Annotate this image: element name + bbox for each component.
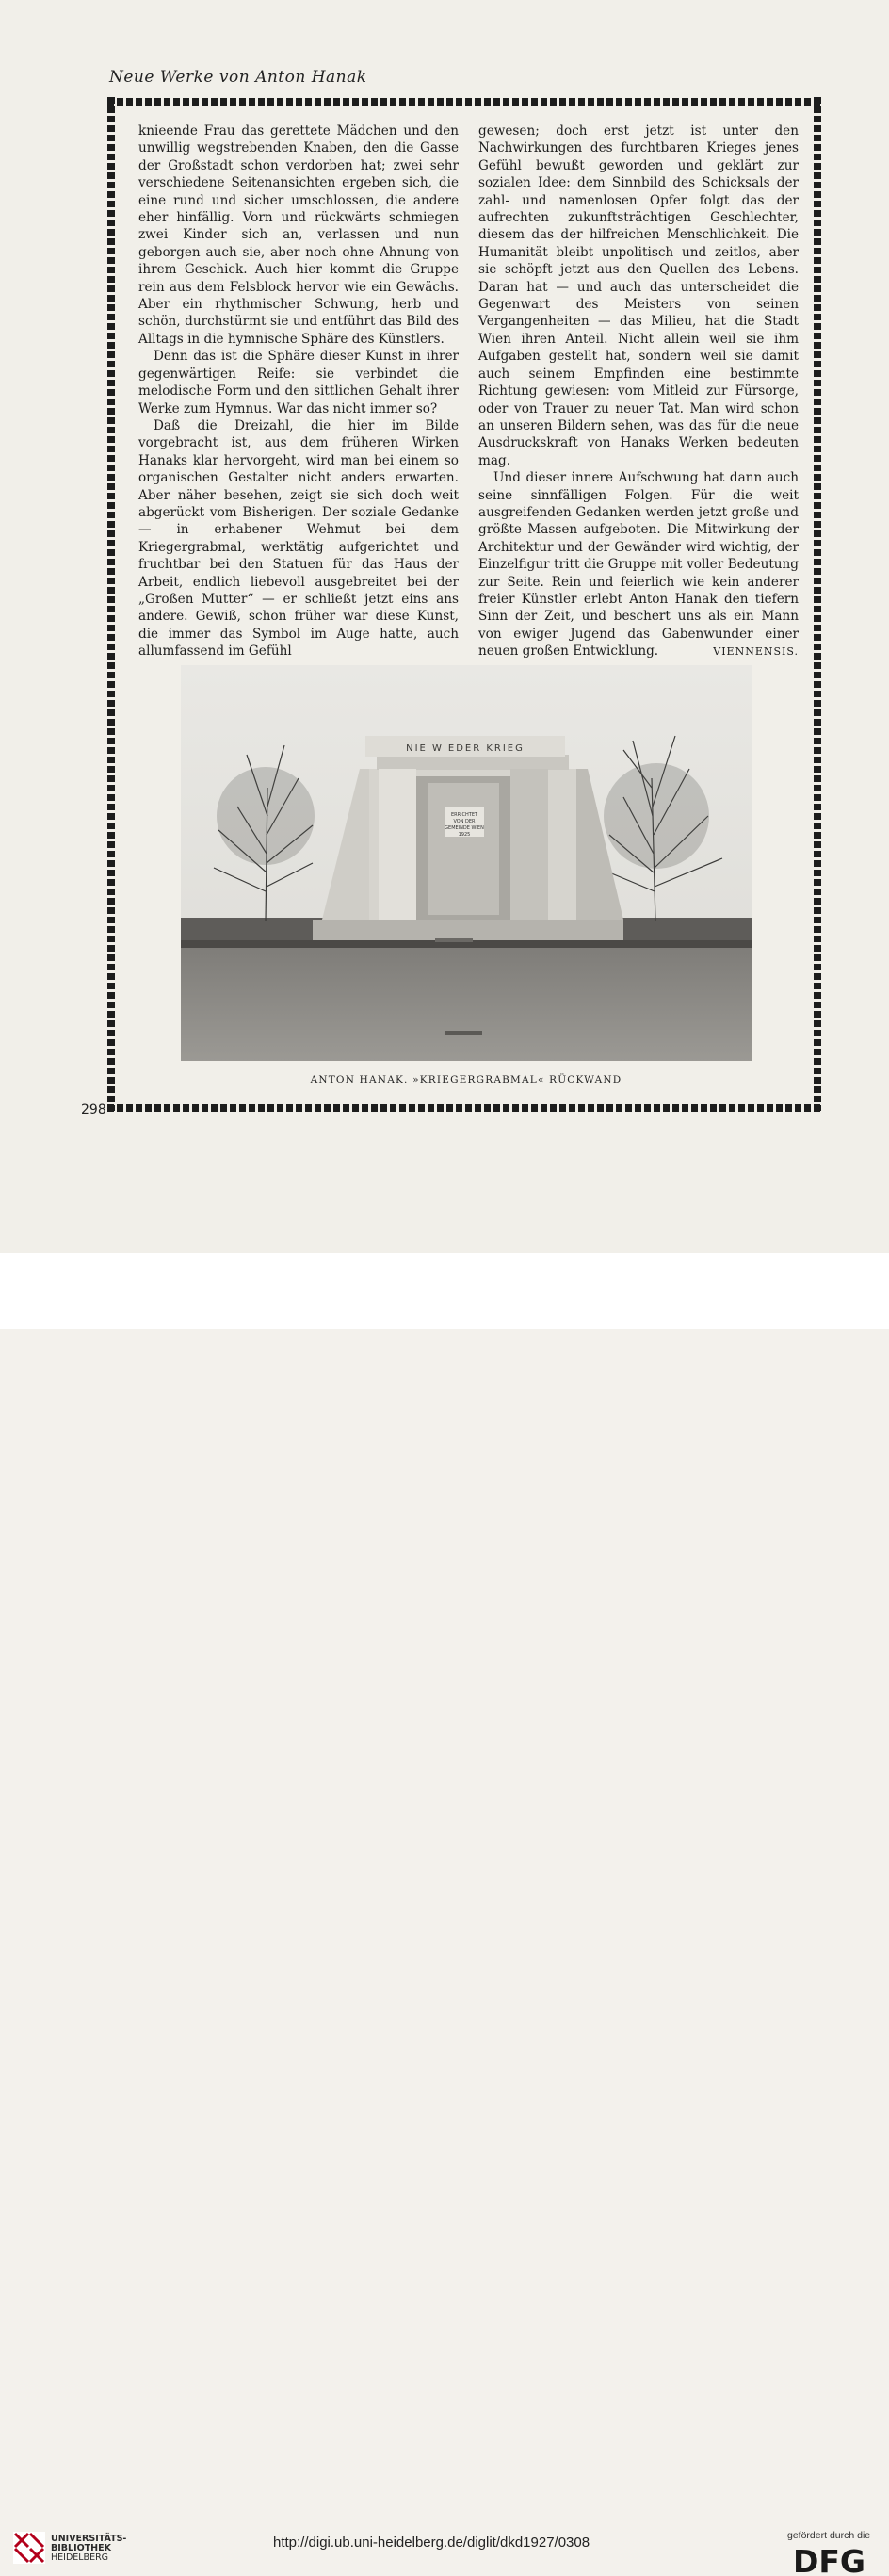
paragraph: gewesen; doch erst jetzt ist unter den Nachwirkungen des furchtbaren Krieges jenes Gefühl bewußt geworden und geklärt zur sozialen Idee: dem Sinnbild des Schicksals der zahl- und namenlosen Opfer folgt das der aufrechten zukunftsträchtigen Geschlechter, diesem das der hilfreichen Menschlichkeit. Die Humanität bleibt unpolitisch und zeitlos, aber sie schöpft jetzt aus den Quellen des Lebens. Daran hat — und auch das unterscheidet die Gegenwart des Meisters von seinen Vergangenheiten — das Milieu, hat die Stadt Wien ihren Anteil. Nicht allein weil sie ihm Aufgaben gestellt hat, sondern weil sie damit auch seinem Empfinden eine bestimmte Richtung gewiesen: vom Mitleid zur Fürsorge, oder von Trauer zu neuer Tat. Man wird schon an unseren Bildern sehen, was das für die neue Ausdruckskraft von Hanaks Werken bedeuten mag. xyxy=(478,123,799,468)
frame-border-left xyxy=(107,97,115,1111)
library-line: HEIDELBERG xyxy=(51,2552,109,2563)
library-name xyxy=(51,2535,126,2563)
photo-caption: ANTON HANAK. »KRIEGERGRABMAL« RÜCKWAND xyxy=(310,1074,622,1085)
running-title: Neue Werke von Anton Hanak xyxy=(109,68,367,87)
frieze-inscription: NIE WIEDER KRIEG xyxy=(406,743,525,754)
memorial-photo-image xyxy=(181,665,752,1061)
paragraph: Daß die Dreizahl, die hier im Bilde vorgebracht ist, aus dem früheren Wirken Hanaks klar hervorgeht, wird man bei einem so organischen Gestalter nicht anders erwarten. Aber näher besehen, zeigt sie sich doch weit abgerückt vom Bisherigen. Der soziale Gedanke — in erhabener Wehmut bei dem Kriegergrabmal, werktätig aufgerichtet und fruchtbar bei den Statuen für das Haus der Arbeit, endlich liebevoll ausgebreitet bei der „Großen Mutter“ — er schließt jetzt eins ans andere. Gewiß, schon früher war diese Kunst, die immer das Symbol im Auge hatte, auch allumfassend im Gefühl xyxy=(138,417,459,660)
memorial-photograph xyxy=(181,665,752,1061)
page-number: 298 xyxy=(81,1102,106,1117)
plaque-line: 1925 xyxy=(458,832,471,838)
frame-border-top xyxy=(107,98,821,106)
scanned-page xyxy=(0,0,889,1253)
text-column-right xyxy=(478,122,799,661)
frame-border-right xyxy=(814,97,821,1111)
dfg-logo-text: DFG xyxy=(793,2544,866,2576)
text-column-left xyxy=(138,122,459,660)
plaque-line: VON DER xyxy=(453,819,476,824)
author-signature: VIENNENSIS. xyxy=(713,645,799,659)
paragraph xyxy=(478,469,799,660)
digitization-footer xyxy=(0,1253,889,2576)
frame-border-bottom xyxy=(107,1104,821,1112)
library-line: BIBLIOTHEK xyxy=(51,2543,111,2553)
permalink-url[interactable]: http://digi.ub.uni-heidelberg.de/diglit/dkd1927/0308 xyxy=(273,2535,590,2551)
library-line: UNIVERSITÄTS- xyxy=(51,2534,127,2544)
paragraph: Denn das ist die Sphäre dieser Kunst in ihrer gegenwärtigen Reife: sie verbindet die melodische Form und den sittlichen Gehalt ihrer Werke zum Hymnus. War das nicht immer so? xyxy=(138,349,459,416)
university-library-logo-icon xyxy=(13,2532,45,2564)
paragraph-text: Und dieser innere Aufschwung hat dann auch seine sinnfälligen Folgen. Für die weit ausgreifenden Gedanken werden jetzt große und größte Massen aufgeboten. Die Mitwirkung der Architektur und der Gewänder wird wichtig, der Einzelfigur tritt die Gruppe mit voller Bedeutung zur Seite. Rein und feierlich wie kein anderer freier Künstler erlebt Anton Hanak den tiefern Sinn der Zeit, und beschert uns als ein Mann von ewiger Jugend das Gabenwunder einer neuen großen Entwicklung. xyxy=(478,470,799,660)
plaque-line: ERRICHTET xyxy=(450,812,478,818)
plaque-line: GEMEINDE WIEN xyxy=(444,825,484,831)
paragraph: knieende Frau das gerettete Mädchen und den unwillig wegstrebenden Knaben, den die Gasse der Großstadt schon verdorben hat; zwei sehr verschiedene Seitenansichten ergeben sich, die eine rund und sicher umschlossen, die andere eher hinfällig. Vorn und rückwärts schmiegen zwei Kinder sich an, verlassen und nun geborgen auch sie, aber noch ohne Ahnung von ihrem Geschick. Auch hier kommt die Gruppe rein aus dem Felsblock hervor wie ein Gewächs. Aber ein rhythmischer Schwung, herb und schön, durchstürmt sie und entführt das Bild des Alltags in die hymnische Sphäre des Künstlers. xyxy=(138,123,459,347)
funding-note: gefördert durch die xyxy=(787,2530,871,2541)
dfg-logo-icon xyxy=(793,2544,878,2576)
